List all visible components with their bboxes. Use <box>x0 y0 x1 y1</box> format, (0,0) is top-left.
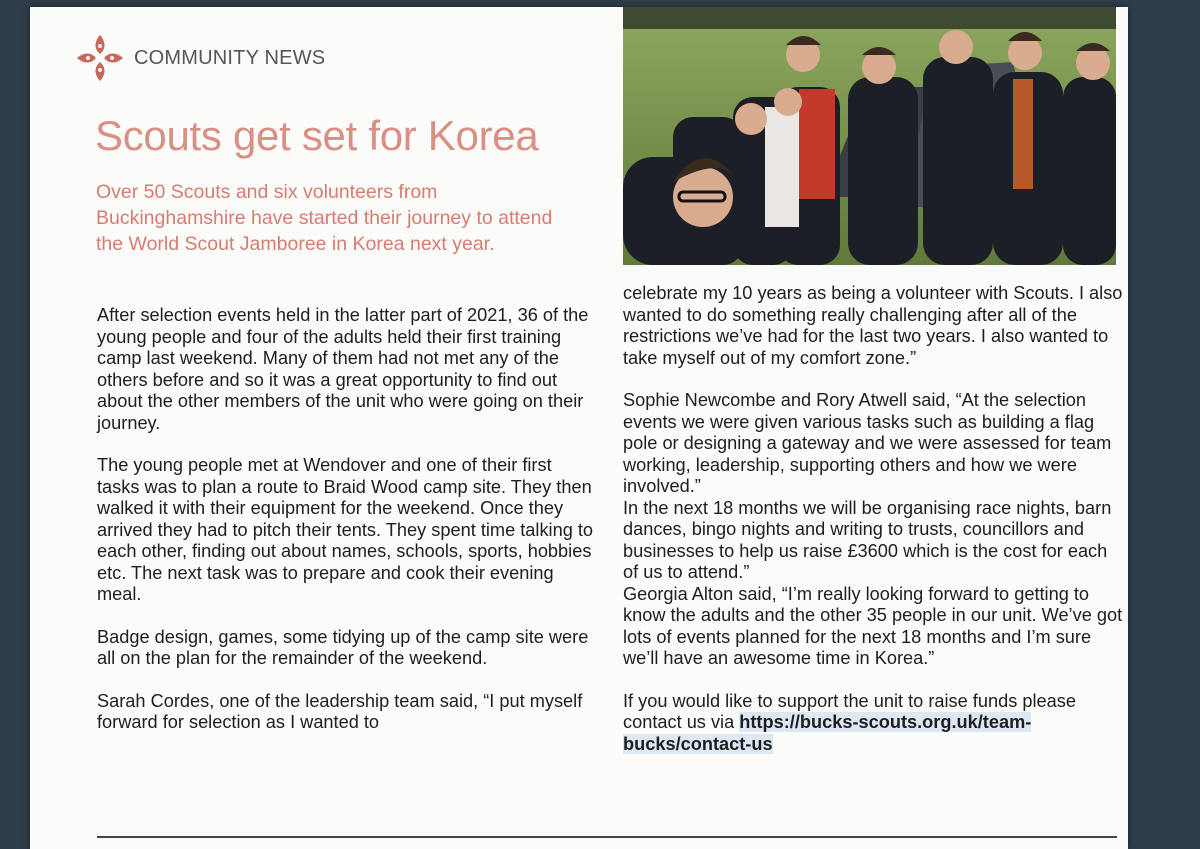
flower-ornament-icon <box>74 32 126 84</box>
paragraph: Sarah Cordes, one of the leadership team said, “I put myself forward for selection as I wanted to <box>97 690 583 732</box>
closing-paragraph <box>623 691 1123 756</box>
section-tag <box>74 32 325 84</box>
paragraph: celebrate my 10 years as being a volunteer with Scouts. I also wanted to do something really challenging after all of the restrictions we’ve had for the last two years. I also wanted to take myself out of my comfort zone.” <box>623 283 1123 368</box>
closing-text: If you would like to support the unit to raise funds please contact us via <box>623 690 1076 732</box>
section-label: COMMUNITY NEWS <box>134 46 326 69</box>
paragraph: After selection events held in the latter part of 2021, 36 of the young people and four of the adults held their first training camp last weekend. Many of them had not met any of the others before and so it was a great opportunity to find out about the other members of the unit who were going on their journey. <box>97 305 589 433</box>
headline: Scouts get set for Korea <box>95 112 539 159</box>
paragraph: Badge design, games, some tidying up of the camp site were all on the plan for the remainder of the weekend. <box>97 626 589 668</box>
contact-link[interactable]: https://bucks-scouts.org.uk/team-bucks/contact-us <box>623 712 1032 754</box>
paragraph: In the next 18 months we will be organising race nights, barn dances, bingo nights and writing to trusts, councillors and businesses to help us raise £3600 which is the cost for each of us to attend.” <box>623 497 1112 582</box>
right-column <box>623 283 1123 776</box>
magazine-page <box>30 7 1128 849</box>
left-column <box>97 305 597 755</box>
paragraph: Sophie Newcombe and Rory Atwell said, “At the selection events we were given various tasks such as building a flag pole or designing a gateway and we were assessed for team working, leadership, supporting others and how we were involved.” <box>623 390 1112 496</box>
paragraph: Georgia Alton said, “I’m really looking forward to getting to know the adults and the other 35 people in our unit. We’ve got lots of events planned for the next 18 months and I’m sure we’ll have an awesome time in Korea.” <box>623 583 1123 668</box>
scouts-group-photo <box>623 7 1116 265</box>
standfirst: Over 50 Scouts and six volunteers from Buckinghamshire have started their journey to attend the World Scout Jamboree in Korea next year. <box>96 181 553 255</box>
paragraph: The young people met at Wendover and one of their first tasks was to plan a route to Braid Wood camp site. They then walked it with their equipment for the weekend. Once they arrived they had to pitch their tents. They spent time talking to each other, finding out about names, schools, sports, hobbies etc. The next task was to prepare and cook their evening meal. <box>97 455 594 604</box>
bottom-divider <box>97 836 1117 838</box>
photo-illustration <box>623 7 1116 265</box>
